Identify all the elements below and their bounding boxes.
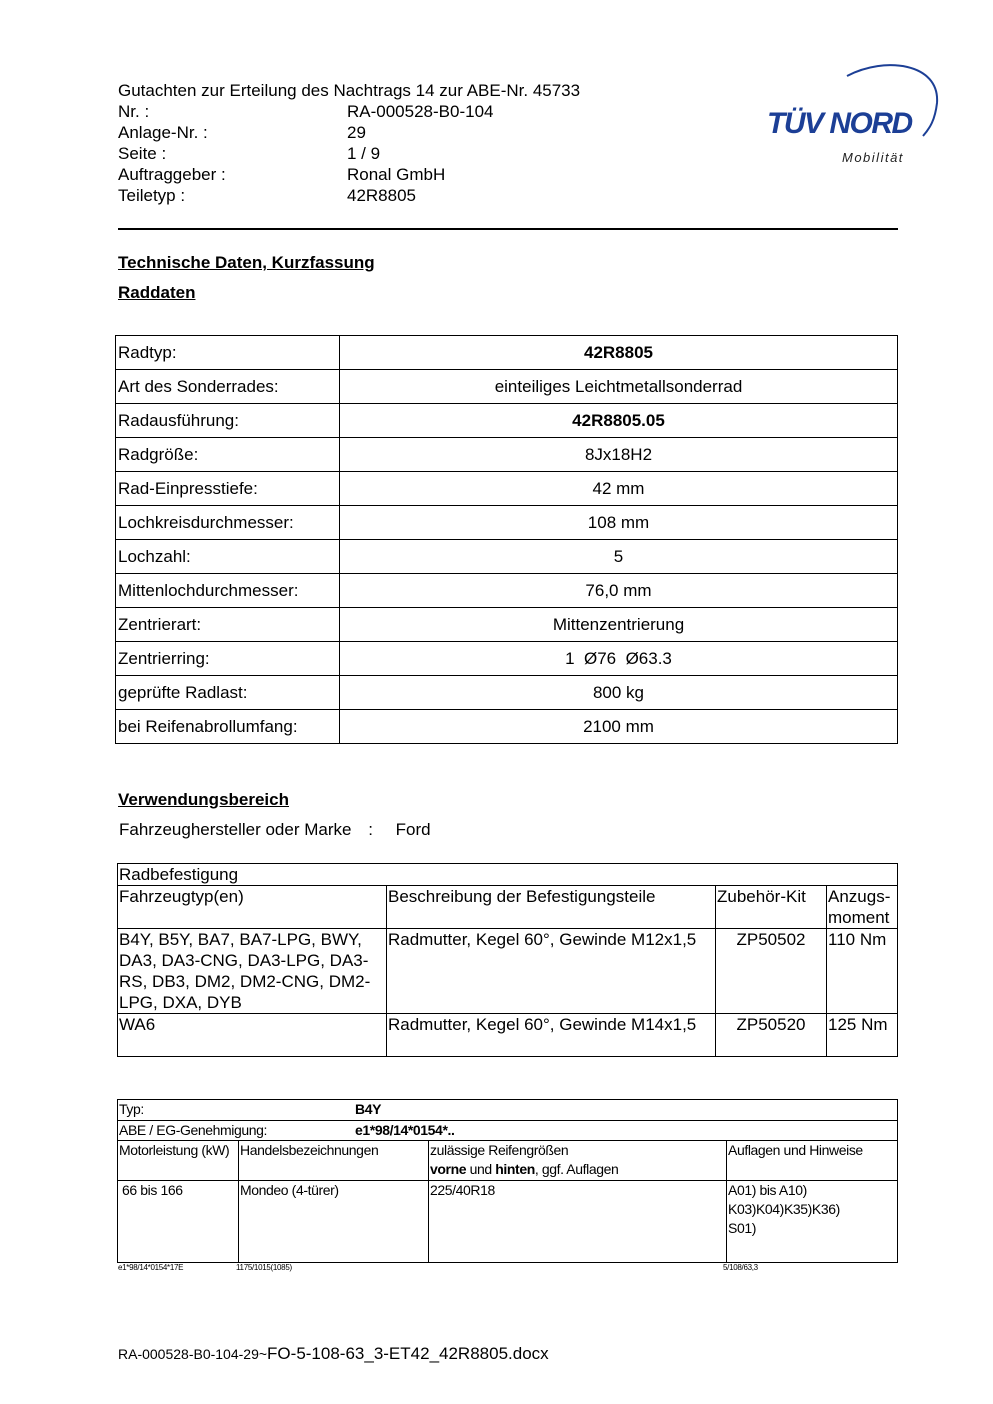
row-value: 42R8805: [340, 336, 898, 370]
row-key: Zentrierart:: [116, 608, 340, 642]
column-header: [429, 1141, 727, 1181]
torque-cell: 125 Nm: [827, 1014, 898, 1057]
manufacturer-label: Fahrzeughersteller oder Marke: [119, 820, 352, 839]
typ-table: [117, 1099, 898, 1263]
column-header: Beschreibung der Befestigungsteile: [387, 886, 716, 929]
tiny-code-1: e1*98/14*0154*17E: [118, 1263, 184, 1272]
manufacturer-value: Ford: [395, 820, 431, 839]
typ-cell: [118, 1100, 898, 1121]
column-header: Motorleistung (kW): [118, 1141, 239, 1181]
document-title: Gutachten zur Erteilung des Nachtrags 14 zur ABE-Nr. 45733: [118, 81, 581, 100]
row-key: Radausführung:: [116, 404, 340, 438]
row-value: 42 mm: [340, 472, 898, 506]
abe-label: ABE / EG-Genehmigung:: [119, 1122, 268, 1138]
abe-value: e1*98/14*0154*..: [355, 1122, 455, 1138]
note-line: S01): [728, 1220, 756, 1236]
header-key: Teiletyp :: [118, 186, 186, 205]
table-row: [118, 1014, 898, 1057]
abe-cell: [118, 1121, 898, 1141]
tyre-cell: 225/40R18: [429, 1181, 727, 1263]
header-value: 42R8805: [347, 186, 417, 205]
typ-row: [118, 1100, 898, 1121]
header-value: 1 / 9: [347, 144, 381, 163]
header-value: 29: [347, 123, 366, 142]
logo-subtitle: Mobilität: [842, 150, 904, 165]
header-key: Seite :: [118, 144, 167, 163]
column-header: Anzugs- moment: [827, 886, 898, 929]
table-row: [116, 438, 898, 472]
row-value: 800 kg: [340, 676, 898, 710]
tyre-header-line1: zulässige Reifengrößen: [430, 1142, 569, 1158]
header-key: Auftraggeber :: [118, 165, 226, 184]
row-key: bei Reifenabrollumfang:: [116, 710, 340, 744]
column-header: Zubehör-Kit: [716, 886, 827, 929]
typ-label: Typ:: [119, 1101, 144, 1117]
description-cell: Radmutter, Kegel 60°, Gewinde M14x1,5: [387, 1014, 716, 1057]
note-line: A01) bis A10): [728, 1182, 807, 1198]
heading-technische-daten: Technische Daten, Kurzfassung: [118, 253, 375, 272]
torque-cell: 110 Nm: [827, 929, 898, 1014]
table-row: [116, 574, 898, 608]
header-key: Anlage-Nr. :: [118, 123, 208, 142]
table-row: [118, 929, 898, 1014]
abe-row: [118, 1121, 898, 1141]
table-row: [116, 608, 898, 642]
manufacturer-sep: :: [368, 820, 373, 839]
notes-cell: [727, 1181, 898, 1263]
row-value: 2100 mm: [340, 710, 898, 744]
typ-value: B4Y: [355, 1101, 382, 1117]
kit-cell: ZP50520: [716, 1014, 827, 1057]
column-header: Auflagen und Hinweise: [727, 1141, 898, 1181]
table-header-row: [118, 886, 898, 929]
table-row: [116, 642, 898, 676]
table-row: [118, 1181, 898, 1263]
tiny-code-3: 5/108/63,3: [723, 1263, 758, 1272]
row-key: Radtyp:: [116, 336, 340, 370]
vehicle-types-cell: WA6: [118, 1014, 387, 1057]
header-key: Nr. :: [118, 102, 150, 121]
note-line: K03)K04)K35)K36): [728, 1201, 840, 1217]
table-row: [116, 676, 898, 710]
row-value: Mittenzentrierung: [340, 608, 898, 642]
radbefestigung-table: [117, 863, 898, 1057]
row-value: 1 Ø76 Ø63.3: [340, 642, 898, 676]
manufacturer-line: [119, 820, 431, 840]
typ-header-row: [118, 1141, 898, 1181]
table-row: [116, 404, 898, 438]
footer-small: RA-000528-B0-104-29~: [118, 1346, 268, 1362]
table-row: [116, 506, 898, 540]
vehicle-types-cell: B4Y, B5Y, BA7, BA7-LPG, BWY, DA3, DA3-CNG, DA3-LPG, DA3-RS, DB3, DM2, DM2-CNG, DM2-LPG, DXA, DYB: [118, 929, 387, 1014]
row-key: Rad-Einpresstiefe:: [116, 472, 340, 506]
row-value: 5: [340, 540, 898, 574]
footer-filename: [118, 1344, 549, 1364]
heading-raddaten: Raddaten: [118, 283, 196, 302]
raddaten-table: [115, 335, 898, 744]
heading-verwendungsbereich: Verwendungsbereich: [118, 790, 289, 809]
column-header: Fahrzeugtyp(en): [118, 886, 387, 929]
row-key: Lochkreisdurchmesser:: [116, 506, 340, 540]
table-row: [116, 336, 898, 370]
row-key: Art des Sonderrades:: [116, 370, 340, 404]
row-value: 108 mm: [340, 506, 898, 540]
table-title-row: [118, 864, 898, 886]
footer-large: FO-5-108-63_3-ET42_42R8805.docx: [267, 1344, 549, 1363]
row-key: Radgröße:: [116, 438, 340, 472]
table-row: [116, 370, 898, 404]
row-key: Mittenlochdurchmesser:: [116, 574, 340, 608]
logo-name: TÜV NORD: [767, 107, 912, 140]
table-row: [116, 710, 898, 744]
table-row: [116, 540, 898, 574]
tyre-header-line2: vorne und hinten, ggf. Auflagen: [430, 1161, 619, 1177]
tiny-code-2: 1175/1015(1085): [236, 1263, 292, 1272]
row-value: einteiliges Leichtmetallsonderrad: [340, 370, 898, 404]
row-key: Zentrierring:: [116, 642, 340, 676]
description-cell: Radmutter, Kegel 60°, Gewinde M12x1,5: [387, 929, 716, 1014]
row-key: geprüfte Radlast:: [116, 676, 340, 710]
header-value: Ronal GmbH: [347, 165, 446, 184]
row-key: Lochzahl:: [116, 540, 340, 574]
kit-cell: ZP50502: [716, 929, 827, 1014]
header-value: RA-000528-B0-104: [347, 102, 494, 121]
header-divider: [118, 228, 898, 230]
row-value: 8Jx18H2: [340, 438, 898, 472]
row-value: 76,0 mm: [340, 574, 898, 608]
power-cell: 66 bis 166: [118, 1181, 239, 1263]
name-cell: Mondeo (4-türer): [239, 1181, 429, 1263]
row-value: 42R8805.05: [340, 404, 898, 438]
table-row: [116, 472, 898, 506]
column-header: Handelsbezeichnungen: [239, 1141, 429, 1181]
table-title: Radbefestigung: [118, 864, 898, 886]
tuv-nord-logo: [765, 58, 940, 173]
